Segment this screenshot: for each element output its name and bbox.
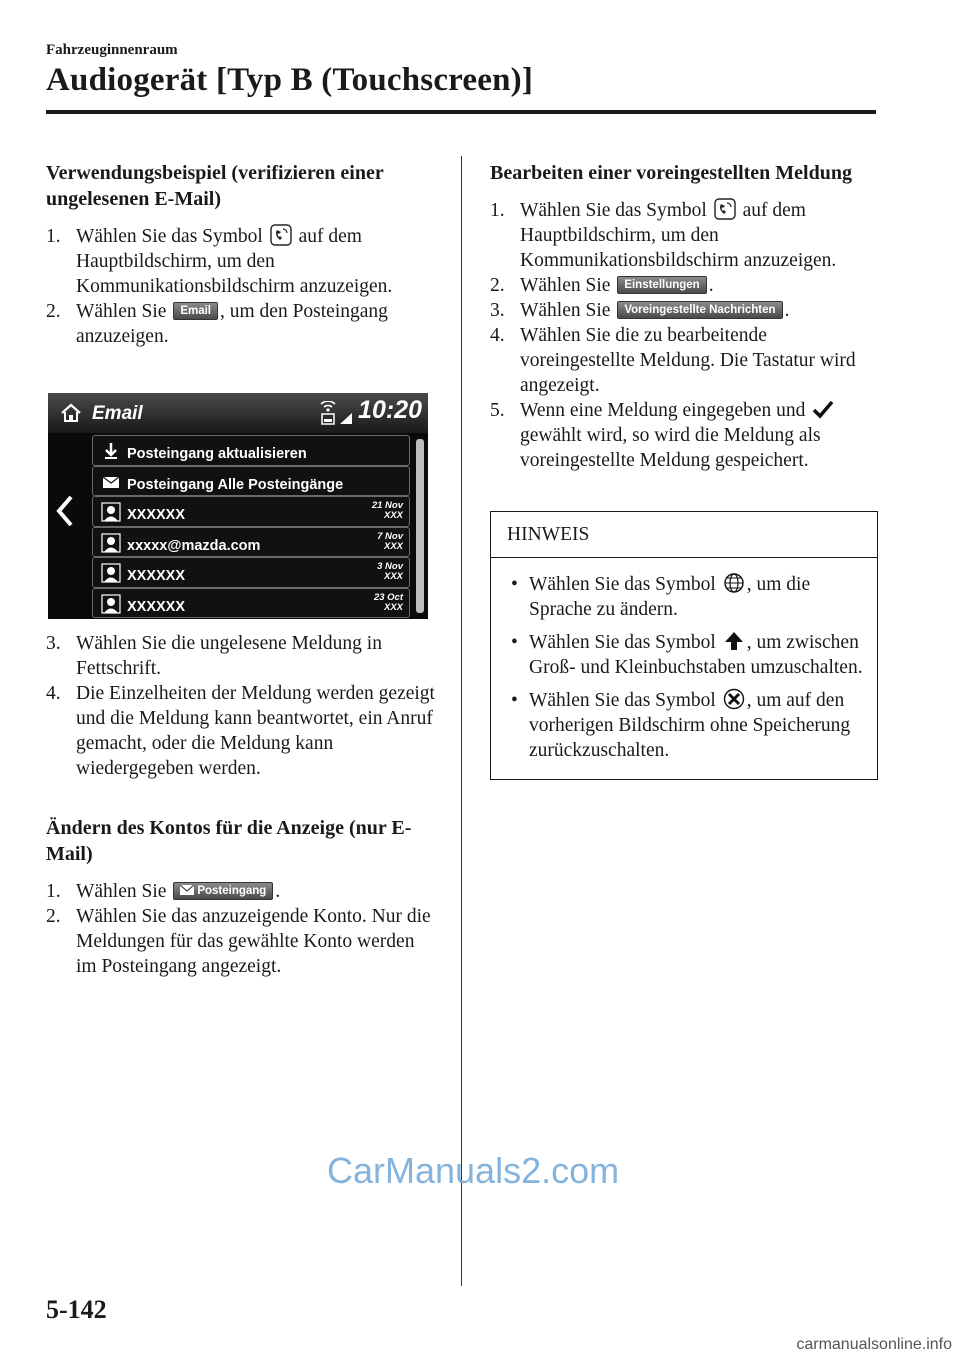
row-date-day: 23 Oct [373, 591, 403, 603]
step-text: auf dem Hauptbildschirm, um den Kommunikationsbildschirm anzuzeigen. [520, 200, 837, 271]
edit-step-4 [490, 323, 878, 398]
row-date-detail: XXX [383, 601, 403, 613]
account-step-2 [46, 904, 436, 979]
note-item-cancel [505, 688, 869, 763]
edit-step-2 [490, 273, 878, 298]
row-label: Posteingang aktualisieren [127, 446, 307, 462]
settings-button-image: Einstellungen [617, 276, 706, 294]
contact-icon [101, 533, 121, 553]
example-step-4 [46, 681, 436, 781]
edit-heading: Bearbeiten einer voreingestellten Meldung [490, 162, 852, 184]
list-item-inbox [92, 466, 410, 497]
note-item-language [505, 572, 869, 622]
signal-status-icon [316, 401, 356, 427]
step-number: 2. [490, 275, 505, 296]
row-date-detail: XXX [383, 510, 403, 521]
edit-step-5 [490, 398, 878, 473]
step-text: Wählen Sie [520, 300, 611, 321]
watermark: CarManuals2.com [327, 1150, 620, 1191]
left-column [46, 160, 436, 979]
note-text: Wählen Sie das Symbol [529, 574, 716, 595]
globe-icon [723, 572, 745, 594]
list-item-refresh [92, 435, 410, 466]
close-icon [723, 688, 745, 710]
envelope-icon [180, 885, 194, 895]
edit-step-1 [490, 198, 878, 273]
page-title: Audiogerät [Typ B (Touchscreen)] [46, 62, 534, 98]
row-label: XXXXXX [127, 598, 186, 615]
row-label: Posteingang Alle Posteingänge [127, 476, 344, 493]
right-column [490, 160, 878, 780]
step-number: 3. [46, 633, 61, 654]
screen-clock: 10:20 [358, 396, 422, 424]
step-text: Wählen Sie das Symbol [76, 226, 263, 247]
step-text: . [708, 275, 714, 296]
step-text: . [784, 300, 790, 321]
column-divider [461, 156, 462, 1286]
row-label: xxxxx@mazda.com [127, 537, 261, 554]
example-heading: Verwendungsbeispiel (verifizieren einer ungelesenen E-Mail) [46, 162, 384, 210]
note-title: HINWEIS [491, 512, 877, 558]
table-row [92, 588, 410, 619]
step-text: . [275, 881, 281, 902]
example-steps [46, 224, 436, 349]
account-step-1 [46, 879, 436, 904]
section-label: Fahrzeuginnenraum [46, 42, 178, 58]
row-date [372, 501, 403, 521]
note-text: Wählen Sie das Symbol [529, 632, 716, 653]
step-text: Wählen Sie die ungelesene Meldung in Fettschrift. [76, 633, 382, 679]
contact-icon [101, 594, 121, 614]
step-text: Wenn eine Meldung eingegeben und [520, 400, 806, 421]
row-date-detail: XXX [383, 571, 403, 582]
example-step-2 [46, 299, 436, 349]
step-number: 1. [490, 200, 505, 221]
email-list [92, 435, 410, 618]
step-text: gewählt wird, so wird die Meldung als voreingestellte Meldung gespeichert. [520, 425, 821, 471]
screen-title: Email [92, 403, 143, 424]
note-text: , um die Sprache zu ändern. [529, 574, 811, 620]
step-text: Wählen Sie die zu bearbeitende voreingestellte Meldung. Die Tastatur wird angezeigt. [520, 325, 856, 396]
step-number: 5. [490, 400, 505, 421]
example-steps-continued [46, 631, 436, 781]
checkmark-icon [812, 398, 834, 420]
step-number: 1. [46, 881, 61, 902]
step-number: 3. [490, 300, 505, 321]
download-icon [101, 441, 121, 461]
shift-arrow-icon [723, 630, 745, 652]
row-date [377, 562, 403, 582]
step-text: Wählen Sie das anzuzeigende Konto. Nur die Meldungen für das gewählte Konto werden im Posteingang angezeigt. [76, 906, 431, 977]
note-item-shift [505, 630, 869, 680]
step-number: 4. [46, 683, 61, 704]
screen-header [48, 393, 428, 433]
contact-icon [101, 563, 121, 583]
step-text: Wählen Sie [520, 275, 611, 296]
step-number: 4. [490, 325, 505, 346]
edit-step-3 [490, 298, 878, 323]
note-text: , um auf den vorherigen Bildschirm ohne Speicherung zurückzuschalten. [529, 690, 851, 761]
inbox-button-label: Posteingang [197, 884, 267, 897]
contact-icon [101, 502, 121, 522]
bullet: • [511, 632, 518, 653]
step-text: Wählen Sie [76, 301, 167, 322]
account-steps [46, 879, 436, 979]
step-text: auf dem Hauptbildschirm, um den Kommunikationsbildschirm anzuzeigen. [76, 226, 393, 297]
envelope-icon [101, 472, 121, 492]
table-row [92, 496, 410, 527]
edit-steps [490, 198, 878, 473]
note-text: , um zwischen Groß- und Kleinbuchstaben umzuschalten. [529, 632, 863, 678]
step-text: , um den Posteingang anzuzeigen. [76, 301, 388, 347]
back-arrow-icon [54, 493, 76, 529]
step-text: Wählen Sie das Symbol [520, 200, 707, 221]
email-button-image: Email [173, 302, 218, 320]
row-date-detail: XXX [383, 540, 403, 552]
note-box [490, 511, 878, 780]
row-label: XXXXXX [127, 507, 186, 523]
communication-icon [714, 198, 736, 220]
row-date-day: 3 Nov [377, 561, 403, 572]
footer-site: carmanualsonline.info [796, 1336, 952, 1353]
row-label: XXXXXX [127, 568, 186, 584]
title-rule [46, 110, 876, 114]
inbox-button-image [173, 882, 273, 900]
note-body [491, 558, 877, 779]
step-text: Die Einzelheiten der Meldung werden gezeigt und die Meldung kann beantwortet, ein Anruf gemacht, oder die Meldung kann wiedergegeben werden. [76, 683, 435, 779]
communication-icon [270, 224, 292, 246]
row-date-day: 21 Nov [371, 500, 403, 511]
bullet: • [511, 574, 518, 595]
table-row [92, 527, 410, 558]
example-step-1 [46, 224, 436, 299]
step-number: 2. [46, 301, 61, 322]
step-number: 2. [46, 906, 61, 927]
row-date [374, 593, 403, 613]
row-date-day: 7 Nov [377, 530, 403, 542]
account-heading: Ändern des Kontos für die Anzeige (nur E-Mail) [46, 817, 412, 865]
note-text: Wählen Sie das Symbol [529, 690, 716, 711]
table-row [92, 557, 410, 588]
email-screen-illustration [48, 393, 428, 619]
step-text: Wählen Sie [76, 881, 167, 902]
step-number: 1. [46, 226, 61, 247]
scrollbar [416, 439, 424, 613]
row-date [377, 532, 403, 552]
home-icon [60, 402, 82, 424]
example-step-3 [46, 631, 436, 681]
page-number: 5-142 [46, 1295, 107, 1324]
bullet: • [511, 690, 518, 711]
preset-messages-button-image: Voreingestellte Nachrichten [617, 301, 782, 319]
